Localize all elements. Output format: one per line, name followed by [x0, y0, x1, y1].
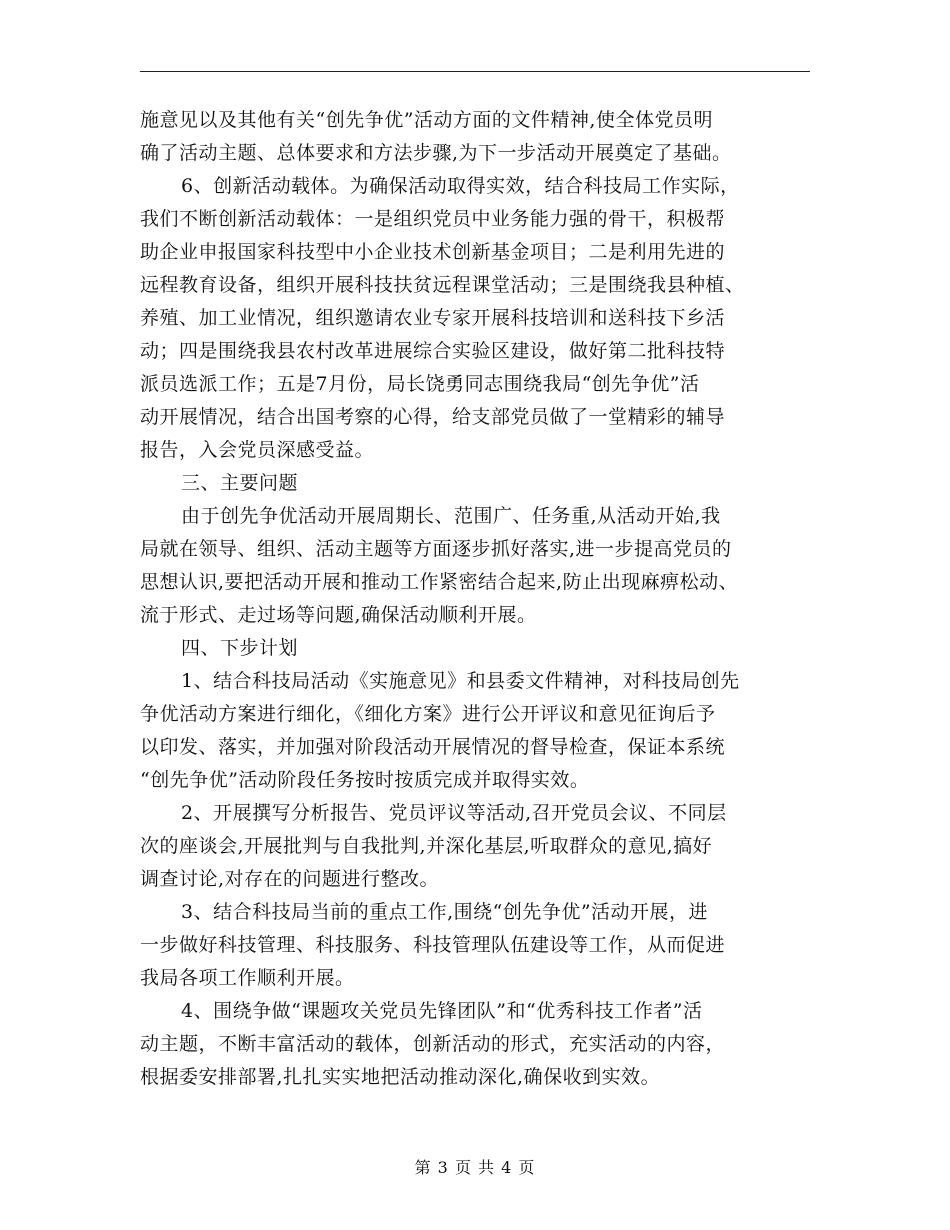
text-line: 动主题，不断丰富活动的载体，创新活动的形式，充实活动的内容， [140, 1033, 726, 1055]
text-line: 次的座谈会,开展批判与自我批判,并深化基层,听取群众的意见,搞好 [140, 835, 713, 857]
paragraph-start-line: 6、创新活动载体。为确保活动取得实效，结合科技局工作实际， [181, 175, 740, 197]
text-line: 争优活动方案进行细化，《细化方案》进行公开评议和意见征询后予 [140, 703, 716, 725]
paragraph-start-line: 4、围绕争做“课题攻关党员先锋团队”和“优秀科技工作者”活 [181, 1000, 703, 1022]
text-line: 我们不断创新活动载体：一是组织党员中业务能力强的骨干，积极帮 [140, 208, 726, 230]
text-line: 确了活动主题、总体要求和方法步骤,为下一步活动开展奠定了基础。 [140, 142, 732, 164]
text-line: 局就在领导、组织、活动主题等方面逐步抓好落实,进一步提高党员的 [140, 538, 732, 560]
page-footer: 第 3 页 共 4 页 [414, 1158, 536, 1177]
section-heading: 三、主要问题 [181, 472, 299, 494]
text-line: 远程教育设备，组织开展科技扶贫远程课堂活动；三是围绕我县种植、 [140, 274, 745, 296]
paragraph-start-line: 1、结合科技局活动《实施意见》和县委文件精神，对科技局创先 [181, 670, 740, 692]
section-heading: 四、下步计划 [181, 637, 299, 659]
header-rule [140, 71, 810, 72]
text-line: 动开展情况，结合出国考察的心得，给支部党员做了一堂精彩的辅导 [140, 406, 726, 428]
text-line: 思想认识,要把活动开展和推动工作紧密结合起来,防止出现麻痹松动、 [140, 571, 739, 593]
text-line: “创先争优”活动阶段任务按时按质完成并取得实效。 [140, 769, 590, 791]
text-line: 我局各项工作顺利开展。 [140, 967, 355, 989]
text-line: 报告，入会党员深感受益。 [140, 439, 375, 461]
text-line: 动；四是围绕我县农村改革进展综合实验区建设，做好第二批科技特 [140, 340, 726, 362]
text-line: 以印发、落实，并加强对阶段活动开展情况的督导检查，保证本系统 [140, 736, 726, 758]
paragraph-start-line: 由于创先争优活动开展周期长、范围广、任务重,从活动开始,我 [181, 505, 721, 527]
paragraph-start-line: 2、开展撰写分析报告、党员评议等活动,召开党员会议、不同层 [181, 802, 727, 824]
text-line: 流于形式、走过场等问题,确保活动顺利开展。 [140, 604, 537, 626]
text-line: 养殖、加工业情况，组织邀请农业专家开展科技培训和送科技下乡活 [140, 307, 726, 329]
text-line: 施意见以及其他有关“创先争优”活动方面的文件精神,使全体党员明 [140, 109, 713, 131]
paragraph-start-line: 3、结合科技局当前的重点工作,围绕“创先争优”活动开展，进 [181, 901, 709, 923]
text-line: 一步做好科技管理、科技服务、科技管理队伍建设等工作，从而促进 [140, 934, 726, 956]
text-line: 助企业申报国家科技型中小企业技术创新基金项目；二是利用先进的 [140, 241, 726, 263]
text-line: 根据委安排部署,扎扎实实地把活动推动深化,确保收到实效。 [140, 1066, 661, 1088]
text-line: 调查讨论,对存在的问题进行整改。 [140, 868, 440, 890]
document-body [140, 104, 812, 1094]
text-line: 派员选派工作；五是7月份，局长饶勇同志围绕我局“创先争优”活 [140, 373, 700, 395]
